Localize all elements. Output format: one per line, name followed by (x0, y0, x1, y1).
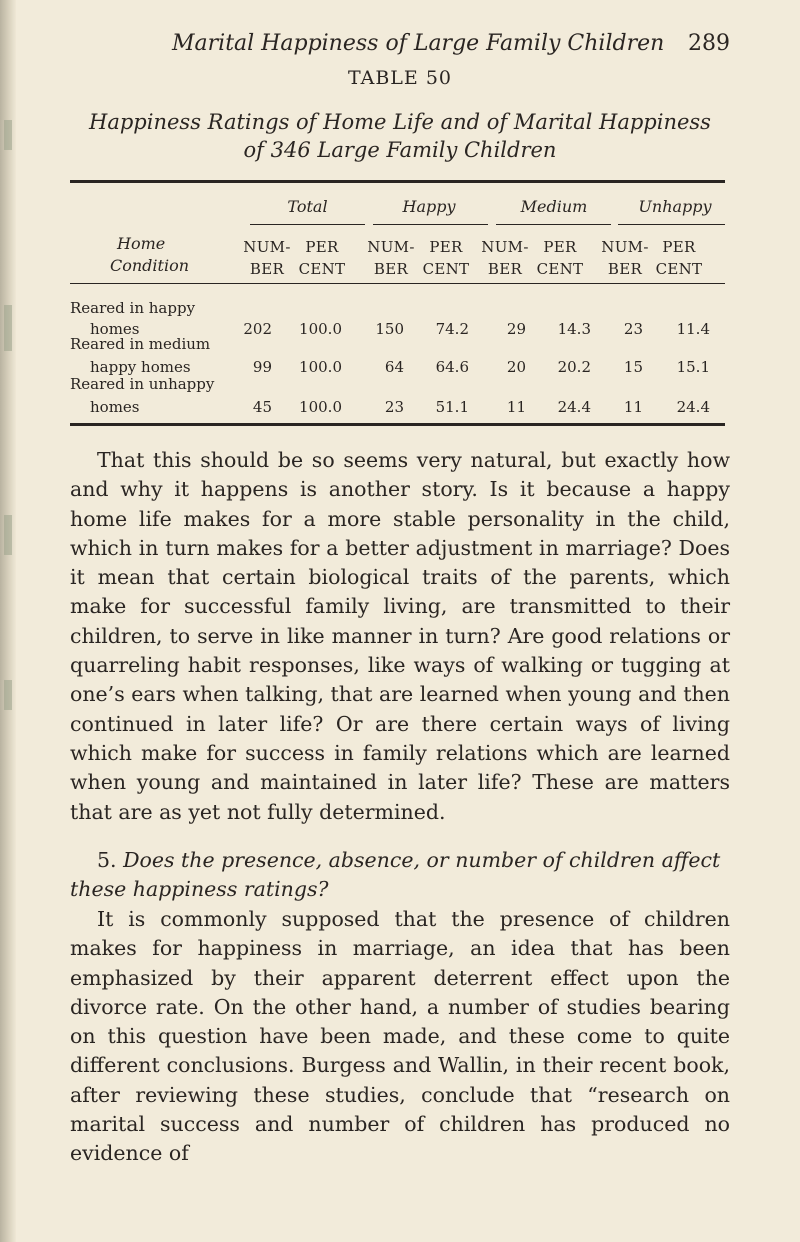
cell-number: 23 (623, 320, 643, 338)
cell-number: 150 (375, 320, 404, 338)
cell-percent: 100.0 (299, 320, 342, 338)
gutter-stain (4, 515, 12, 555)
row-label: homes (90, 320, 140, 338)
row-label: Reared in happy (70, 299, 196, 317)
cell-percent: 51.1 (435, 398, 469, 416)
group-header-happy: Happy (402, 197, 456, 216)
subhead-number: BER (249, 260, 285, 278)
group-rule (373, 224, 488, 225)
table-caption (70, 108, 730, 164)
body-paragraph (70, 446, 730, 827)
subhead-number: NUM- (481, 238, 529, 256)
page-gutter-shadow (0, 0, 16, 1242)
row-label: homes (90, 398, 140, 416)
cell-number: 45 (252, 398, 272, 416)
group-header-total: Total (287, 197, 328, 216)
subhead-number: BER (607, 260, 643, 278)
cell-number: 11 (506, 398, 526, 416)
cell-percent: 74.2 (435, 320, 469, 338)
section-heading (70, 846, 730, 905)
cell-percent: 24.4 (676, 398, 710, 416)
subhead-number: NUM- (367, 238, 415, 256)
cell-percent: 24.4 (557, 398, 591, 416)
group-rule (496, 224, 611, 225)
group-header-medium: Medium (520, 197, 588, 216)
table-caption-line: of 346 Large Family Children (243, 138, 557, 162)
cell-number: 64 (384, 358, 404, 376)
cell-percent: 100.0 (299, 358, 342, 376)
subhead-percent: CENT (422, 260, 470, 278)
cell-percent: 100.0 (299, 398, 342, 416)
table-top-rule (70, 180, 725, 183)
row-label: Reared in medium (70, 335, 211, 353)
subhead-number: NUM- (243, 238, 291, 256)
section-title: Does the presence, absence, or number of children affect these happiness ratings? (70, 848, 721, 902)
subhead-percent: CENT (655, 260, 703, 278)
subhead-percent: CENT (298, 260, 346, 278)
subhead-percent: PER (429, 238, 463, 256)
subhead-percent: PER (543, 238, 577, 256)
row-label: Reared in unhappy (70, 375, 215, 393)
cell-number: 20 (506, 358, 526, 376)
page-number: 289 (688, 31, 730, 56)
cell-percent: 64.6 (435, 358, 469, 376)
subhead-percent: PER (662, 238, 696, 256)
group-header-unhappy: Unhappy (638, 197, 712, 216)
cell-number: 202 (243, 320, 272, 338)
cell-percent: 15.1 (676, 358, 710, 376)
subhead-number: BER (373, 260, 409, 278)
gutter-stain (4, 120, 12, 150)
running-title: Marital Happiness of Large Family Children (172, 31, 665, 56)
group-rule (250, 224, 365, 225)
paragraph-text: That this should be so seems very natural, but exactly how and why it happens is another story. Is it because a happy home life makes for a more stable personality in the child, which in turn makes for a better adjustment in marriage? Does it mean that certain biological traits of the parents, which make for successful family living, are transmitted to their children, to serve in like manner in turn? Are good relations or quarreling habit responses, like ways of walking or tugging at one’s ears when talking, that are learned when young and then continued in later life? Or are there certain ways of living which make for success in family relations which are learned when young and maintained in later life? These are matters that are as yet not fully determined. (70, 448, 730, 824)
cell-number: 23 (384, 398, 404, 416)
cell-number: 11 (623, 398, 643, 416)
body-paragraph (70, 905, 730, 1169)
subhead-number: NUM- (601, 238, 649, 256)
row-header-label: Condition (110, 256, 190, 275)
subhead-percent: PER (305, 238, 339, 256)
cell-percent: 20.2 (557, 358, 591, 376)
cell-number: 29 (506, 320, 526, 338)
subhead-number: BER (487, 260, 523, 278)
cell-percent: 14.3 (557, 320, 591, 338)
table-caption-line: Happiness Ratings of Home Life and of Marital Happiness (89, 110, 711, 134)
paragraph-text: It is commonly supposed that the presence of children makes for happiness in marriage, an idea that has been emphasized by their apparent deterrent effect upon the divorce rate. On the other hand, a number of studies bearing on this question have been made, and these come to quite different conclusions. Burgess and Wallin, in their recent book, after reviewing these studies, conclude that “research on marital success and number of children has produced no evidence of (70, 907, 730, 1166)
running-header (70, 31, 730, 61)
cell-percent: 11.4 (676, 320, 710, 338)
row-header-label: Home (117, 234, 166, 253)
cell-number: 15 (623, 358, 643, 376)
section-number: 5. (97, 848, 117, 872)
gutter-stain (4, 305, 12, 351)
table-bottom-rule (70, 423, 725, 426)
group-rule (618, 224, 725, 225)
gutter-stain (4, 680, 12, 710)
row-label: happy homes (90, 358, 191, 376)
cell-number: 99 (252, 358, 272, 376)
subhead-percent: CENT (536, 260, 584, 278)
table-header-rule (70, 283, 725, 284)
table-label: TABLE 50 (347, 67, 453, 89)
